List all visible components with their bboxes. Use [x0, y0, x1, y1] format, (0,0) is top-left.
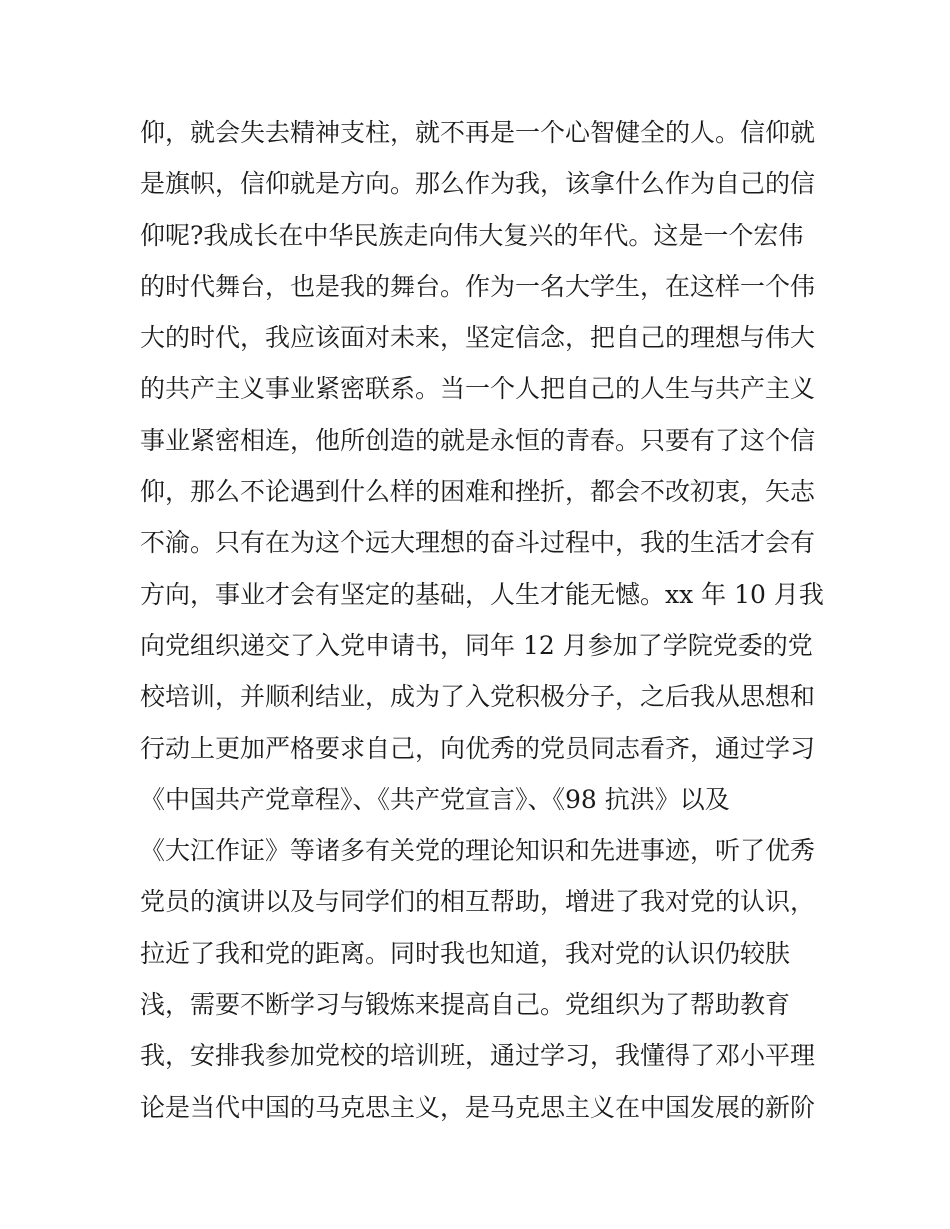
- text-line: 是旗帜，信仰就是方向。那么作为我，该拿什么作为自己的信: [140, 169, 816, 199]
- text-line: 大的时代，我应该面对未来，坚定信念，把自己的理想与伟大: [140, 323, 816, 353]
- body-text: [140, 107, 824, 1133]
- text-line: 向党组织递交了入党申请书，同年 12 月参加了学院党委的党: [140, 630, 813, 660]
- text-line: 不渝。只有在为这个远大理想的奋斗过程中，我的生活才会有: [140, 528, 816, 558]
- text-line: 我，安排我参加党校的培训班，通过学习，我懂得了邓小平理: [140, 1041, 816, 1071]
- text-line: 的时代舞台，也是我的舞台。作为一名大学生，在这样一个伟: [140, 271, 816, 301]
- text-line: 《大江作证》等诸多有关党的理论知识和先进事迹，听了优秀: [140, 836, 816, 866]
- text-line: 行动上更加严格要求自己，向优秀的党员同志看齐，通过学习: [140, 733, 816, 763]
- text-line: 校培训，并顺利结业，成为了入党积极分子，之后我从思想和: [140, 682, 816, 712]
- text-line: 拉近了我和党的距离。同时我也知道，我对党的认识仍较肤: [140, 938, 791, 968]
- text-line: 论是当代中国的马克思主义，是马克思主义在中国发展的新阶: [140, 1092, 816, 1122]
- text-line: 方向，事业才会有坚定的基础，人生才能无憾。xx 年 10 月我: [140, 579, 824, 609]
- text-line: 的共产主义事业紧密联系。当一个人把自己的人生与共产主义: [140, 374, 816, 404]
- text-line: 浅，需要不断学习与锻炼来提高自己。党组织为了帮助教育: [140, 990, 791, 1020]
- text-line: 党员的演讲以及与同学们的相互帮助，增进了我对党的认识，: [140, 887, 816, 917]
- text-line: 仰，那么不论遇到什么样的困难和挫折，都会不改初衷，矢志: [140, 477, 816, 507]
- text-line: 《中国共产党章程》、《共产党宣言》、《98 抗洪》以及: [140, 784, 730, 814]
- text-line: 仰，就会失去精神支柱，就不再是一个心智健全的人。信仰就: [140, 118, 816, 147]
- text-line: 仰呢?我成长在中华民族走向伟大复兴的年代。这是一个宏伟: [140, 220, 804, 250]
- text-line: 事业紧密相连，他所创造的就是永恒的青春。只要有了这个信: [140, 425, 816, 455]
